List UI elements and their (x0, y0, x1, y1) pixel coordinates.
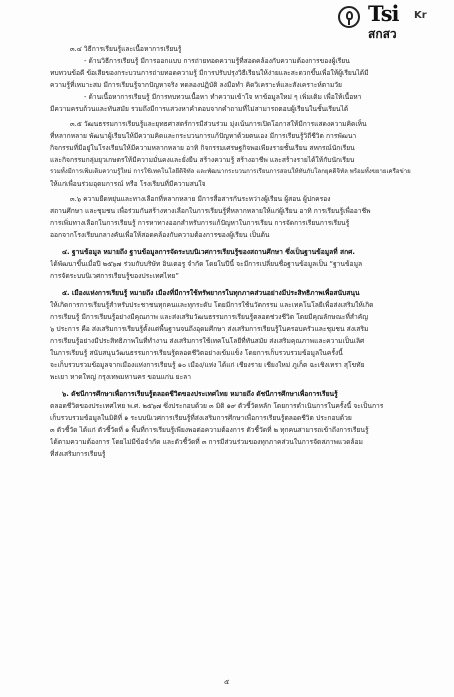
tsri-logo (368, 3, 400, 45)
paragraph-line: กิจกรรมที่มีอยู่ในโรงเรียนให้มีความหลากหลาย อาทิ กิจกรรมเศรษฐกิจพอเพียงรายชั้นเรียน สหกรณ์นักเรียน (50, 144, 355, 152)
definition-lifelong-learning-index: ๖. ดัชนีการศึกษาเพื่อการเรียนรู้ตลอดชีวิตของประเทศไทย หมายถึง ดัชนีการศึกษาเพื่อการเรียนรู้ (62, 390, 338, 398)
paragraph-line: ให้แก่เพื่อนร่วมอุดมการณ์ หรือ โรงเรียนที่มีความสนใจ (50, 180, 206, 188)
paragraph-line: การเรียนรู้อย่างมีประสิทธิภาพในที่ทำงาน ส่งเสริมการใช้เทคโนโลยีที่ทันสมัย ส่งเสริมคุณภาพและความเป็นเลิศ (50, 337, 365, 345)
paragraph-line: ๖ ประการ คือ ส่งเสริมการเรียนรู้ตั้งแต่พื้นฐานจนถึงอุดมศึกษา ส่งเสริมการเรียนรู้ในครอบครัวและชุมชน ส่งเสริม (50, 325, 369, 333)
paragraph-line: ให้เกิดการการเรียนรู้สำหรับประชาชนทุกคนและทุกระดับ โดยมีการใช้นวัตกรรม และเทคโนโลยีเพื่อส่งเสริมให้เกิด (50, 301, 374, 309)
tsri-logo-text: สกสว (368, 27, 397, 41)
definition-database: ๔. ฐานข้อมูล หมายถึง ฐานข้อมูลการจัดระบบนิเวศการเรียนรู้ของสถานศึกษา ซึ่งเป็นฐานข้อมูลที่ สกศ. (62, 248, 355, 256)
paragraph-line: ได้พัฒนาขึ้นเมื่อปี ๒๕๖๗ ร่วมกับบริษัท อินเตอรู จำกัด โดยในปีนี้ จะมีการเปลี่ยนชื่อฐานข้อมูลเป็น “ฐานข้อมูล (50, 260, 363, 268)
paragraph-line: มีความครบถ้วนและทันสมัย รวมถึงมีการแสวงหาคำตอบจากคำถามที่ไม่สามารถตอบผู้เรียนในชั้นเรียนได้ (50, 105, 349, 113)
section-heading-3-5: ๓.๕ วัฒนธรรมการเรียนรู้และยุทธศาสตร์การมีส่วนร่วม มุ่งเน้นการเปิดโอกาสให้มีการแสดงความคิดเห็น (70, 120, 367, 128)
kr-logo: Kr (414, 10, 427, 21)
paragraph-line: การเพิ่มทางเลือกในการเรียนรู้ การหาทางออกสำหรับการแก้ปัญหาในการเรียน การจัดการเรียนการเรียนรู้ (50, 219, 350, 227)
section-heading-3-6: ๓.๖ ความยืดหยุ่นและทางเลือกที่หลากหลาย มีการสื่อสารกันระหว่างผู้เรียน ผู้สอน ผู้ปกครอง (70, 195, 331, 203)
paragraph-line: ในการเรียนรู้ สนับสนุนวัฒนธรรมการเรียนรู้ตลอดชีวิตอย่างเข้มแข็ง โดยการเก็บรวบรวมข้อมูลในครั้งนี้ (50, 349, 343, 357)
paragraph-line: - ด้านเนื้อหาการเรียนรู้ มีการทบทวนเนื้อหา ทำความเข้าใจ หาข้อมูลใหม่ ๆ เพิ่มเติม เพื่อให้เนื้อหา (84, 93, 362, 101)
paragraph-line: การเรียนรู้ มีการเรียนรู้อย่างมีคุณภาพ และส่งเสริมวัฒนธรรมการเรียนรู้ตลอดช่วงชีวิต โดยมีคุณลักษณะที่สำคัญ (50, 313, 368, 321)
paragraph-line: ทบทวนข้อดี ข้อเสียของกระบวนการถ่ายทอดความรู้ มีการปรับปรุงวิธีเรียนให้ง่ายและสะดวกขึ้นเพื่อให้ผู้เรียนได้มี (50, 69, 369, 77)
paragraph-line: ได้ตามความต้องการ โดยไม่มีข้อจำกัด และตัวชี้วัดที่ ๓ การมีส่วนร่วมของทุกภาคส่วนในการจัดสภาพแวดล้อม (50, 438, 363, 446)
paragraph-line: ความรู้ที่เหมาะสม มีการเรียนรู้จากปัญหาจริง ทดลองปฏิบัติ ลงมือทำ คิดวิเคราะห์และสังเคราะห์ตามวัย (50, 81, 342, 89)
paragraph-line: ออกจากโรงเรียนกลางคันเพื่อให้สอดคล้องกับความต้องการของผู้เรียน เป็นต้น (50, 231, 270, 239)
paragraph-line: ที่ส่งเสริมการเรียนรู้ (50, 450, 106, 458)
paragraph-line: จะเก็บรวบรวมข้อมูลจากเมืองแห่งการเรียนรู้ ๑๐ เมือง/แห่ง ได้แก่ เชียงราย เชียงใหม่ ภูเก็ต ฉะเชิงเทรา สุโขทัย (50, 361, 365, 369)
paragraph-line: ที่หลากหลาย พัฒนาผู้เรียนให้มีความคิดและกระบวนการแก้ปัญหาด้วยตนเอง มีการเรียนรู้วิถีชีวิต การพัฒนา (50, 132, 357, 140)
section-heading-3-4: ๓.๔ วิธีการเรียนรู้และเนื้อหาการเรียนรู้ (70, 45, 182, 53)
paragraph-line: รวมทั้งมีการเพิ่มเติมความรู้ใหม่ การใช้เทคโนโลยีดิจิทัล และพัฒนากระบวนการเรียนการสอนให้ทันกับโลกยุคดิจิทัล พร้อมทั้งขยายเครือข่าย (50, 168, 411, 175)
paragraph-line: ตลอดชีวิตของประเทศไทย พ.ศ. ๒๕๖๗ ซึ่งประกอบด้วย ๓ มิติ ๑๙ ตัวชี้วัดหลัก โดยการดำเนินการในครั้งนี้ จะเป็นการ (50, 402, 384, 410)
paragraph-line: ๓ ตัวชี้วัด ได้แก่ ตัวชี้วัดที่ ๑ พื้นที่การเรียนรู้เพียงพอต่อความต้องการ ตัวชี้วัดที่ ๒ ทุกคนสามารถเข้าถึงการเรียนรู้ (50, 426, 369, 434)
ministry-seal-icon (338, 6, 360, 28)
paragraph-line: และกิจกรรมกลุ่มยุวเกษตรให้มีความมั่นคงและยั่งยืน สร้างความรู้ สร้างอาชีพ และสร้างรายได้ให้กับนักเรียน (50, 156, 355, 164)
tsri-logo-mark: Tsi (368, 1, 399, 26)
paragraph-line: - ด้านวิธีการเรียนรู้ มีการออกแบบ การถ่ายทอดความรู้ที่สอดคล้องกับความต้องการของผู้เรียน (84, 57, 350, 65)
paragraph-line: การจัดระบบนิเวศการเรียนรู้ของประเทศไทย” (50, 272, 179, 280)
page-number: ๕ (224, 678, 230, 686)
paragraph-line: สถานศึกษา และชุมชน เพื่อร่วมกันสร้างทางเลือกในการเรียนรู้ที่หลากหลายให้แก่ผู้เรียน อาทิ การเรียนรู้เพื่ออาชีพ (50, 207, 371, 215)
paragraph-line: เก็บรวบรวมข้อมูลในมิติที่ ๑ ระบบนิเวศการเรียนรู้ที่ส่งเสริมการศึกษาเพื่อการเรียนรู้ตลอดชีวิต ประกอบด้วย (50, 414, 352, 422)
definition-learning-city: ๕. เมืองแห่งการเรียนรู้ หมายถึง เมืองที่มีการใช้ทรัพยากรในทุกภาคส่วนอย่างมีประสิทธิภาพเพื่อสนับสนุน (62, 289, 360, 297)
paragraph-line: พะเยา หาดใหญ่ กรุงเทพมหานคร ขอนแก่น ยะลา (50, 373, 192, 381)
